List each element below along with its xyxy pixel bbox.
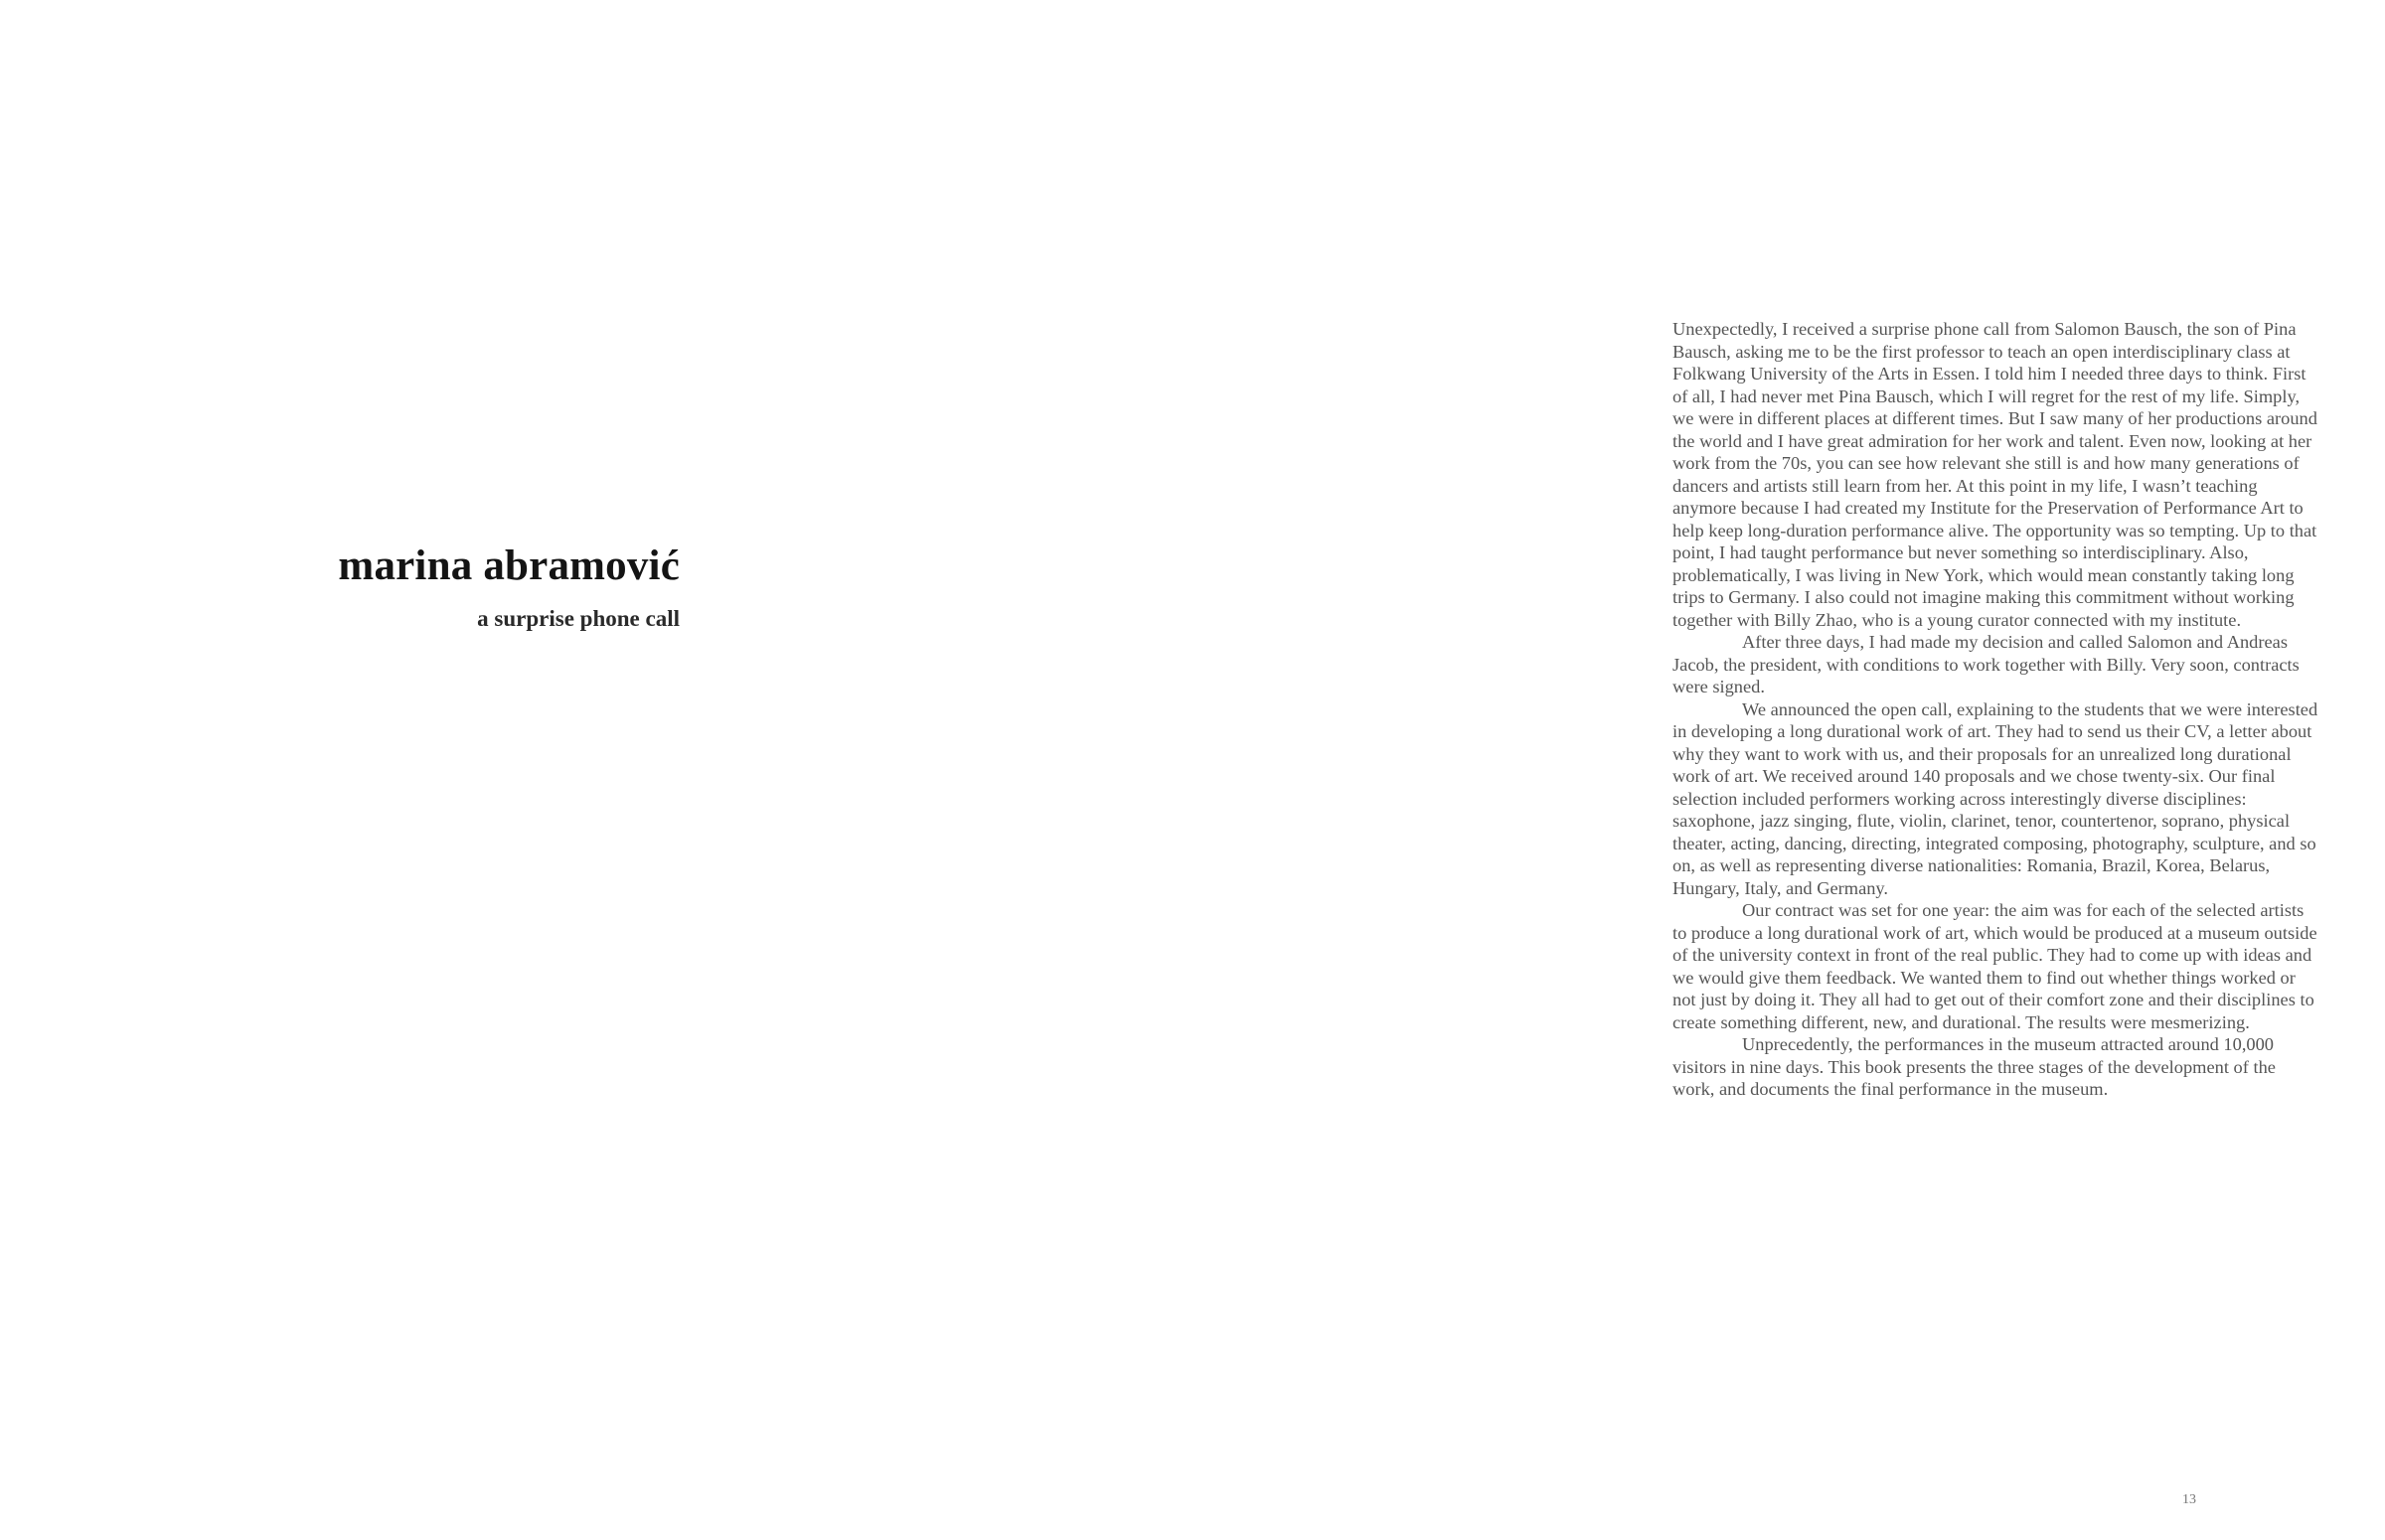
essay-paragraph-3: We announced the open call, explaining to the students that we were interested in developing a long durational work of art. They had to send us their CV, a letter about why they want to work with us, and their proposals for an unrealized long durational work of art. We received around 140 proposals and we chose twenty-six. Our final selection included performers working across interestingly diverse disciplines: saxophone, jazz singing, flute, violin, clarinet, tenor, countertenor, soprano, physical theater, acting, dancing, directing, integrated composing, photography, sculpture, and so on, as well as representing diverse nationalities: Romania, Brazil, Korea, Belarus, Hungary, Italy, and Germany. <box>1672 698 2318 898</box>
essay-paragraph-2: After three days, I had made my decision and called Salomon and Andreas Jacob, the president, with conditions to work together with Billy. Very soon, contracts were signed. <box>1672 632 2300 696</box>
page-number: 13 <box>2182 1492 2196 1507</box>
essay-body <box>1672 318 2318 1101</box>
essay-paragraph-1: Unexpectedly, I received a surprise phone call from Salomon Bausch, the son of Pina Bausch, asking me to be the first professor to teach an open interdisciplinary class at Folkwang University of the Arts in Essen. I told him I needed three days to think. First of all, I had never met Pina Bausch, which I will regret for the rest of my life. Simply, we were in different places at different times. But I saw many of her productions around the world and I have great admiration for her work and talent. Even now, looking at her work from the 70s, you can see how relevant she still is and how many generations of dancers and artists still learn from her. At this point in my life, I wasn’t teaching anymore because I had created my Institute for the Preservation of Performance Art to help keep long-duration performance alive. The opportunity was so tempting. Up to that point, I had taught performance but never something so interdisciplinary. Also, problematically, I was living in New York, which would mean constantly taking long trips to Germany. I also could not imagine making this commitment without working together with Billy Zhao, who is a young curator connected with my institute. <box>1672 319 2317 630</box>
essay-title: a surprise phone call <box>477 606 680 631</box>
essay-paragraph-5: Unprecedently, the performances in the museum attracted around 10,000 visitors in nine days. This book presents the three stages of the development of the work, and documents the final performance in the museum. <box>1672 1034 2276 1099</box>
essay-paragraph-4: Our contract was set for one year: the aim was for each of the selected artists to produce a long durational work of art, which would be produced at a museum outside of the university context in front of the real public. They had to come up with ideas and we would give them feedback. We wanted them to find out whether things worked or not just by doing it. They all had to get out of their comfort zone and their disciplines to create something different, new, and durational. The results were mesmerizing. <box>1672 900 2317 1032</box>
author-name: marina abramović <box>338 542 680 589</box>
